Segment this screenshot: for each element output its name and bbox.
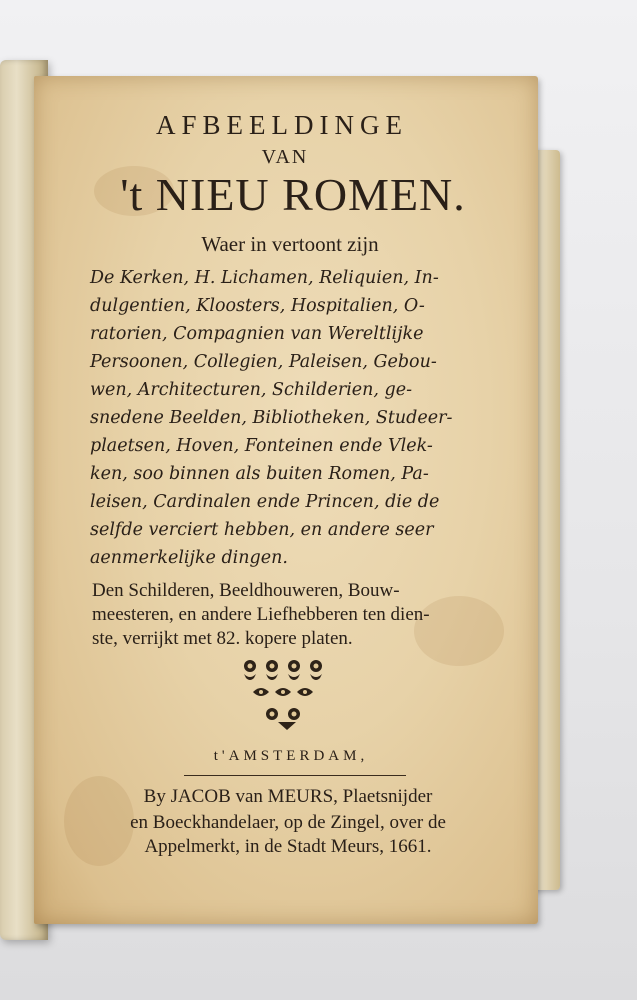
dedication-line: meesteren, en andere Liefhebberen ten dien- bbox=[92, 604, 430, 625]
description-line: selfde verciert hebben, en andere seer bbox=[90, 520, 434, 540]
dedication-line: Den Schilderen, Beeldhouweren, Bouw- bbox=[92, 580, 400, 601]
title-line-afbeeldinge: AFBEELDINGE bbox=[156, 110, 408, 140]
description-line: dulgentien, Kloosters, Hospitalien, O- bbox=[90, 296, 425, 316]
title-line-van: VAN bbox=[261, 146, 309, 168]
dedication-line: ste, verrijkt met 82. kopere platen. bbox=[92, 628, 353, 649]
imprint-rule bbox=[184, 775, 406, 776]
description-line: Persoonen, Collegien, Paleisen, Gebou- bbox=[90, 352, 437, 372]
description-line: ratorien, Compagnien van Wereltlijke bbox=[90, 324, 424, 344]
title-line-nieu-romen: 't NIEU ROMEN. bbox=[120, 169, 466, 220]
description-line: wen, Architecturen, Schilderien, ge- bbox=[90, 380, 413, 400]
imprint-line: By JACOB van MEURS, Plaetsnijder bbox=[143, 786, 433, 807]
imprint-city: t'AMSTERDAM, bbox=[213, 748, 369, 764]
imprint-line: Appelmerkt, in de Stadt Meurs, 1661. bbox=[144, 836, 432, 857]
subtitle: Waer in vertoont zijn bbox=[201, 232, 379, 256]
description-line: ken, soo binnen als buiten Romen, Pa- bbox=[90, 464, 429, 484]
printer-fleuron-ornament bbox=[232, 652, 342, 732]
description-line: leisen, Cardinalen ende Princen, die de bbox=[90, 492, 440, 512]
description-line: plaetsen, Hoven, Fonteinen ende Vlek- bbox=[90, 436, 433, 456]
description-line: De Kerken, H. Lichamen, Reliquien, In- bbox=[90, 268, 439, 288]
imprint-line: en Boeckhandelaer, op de Zingel, over de bbox=[130, 812, 446, 833]
description-line: snedene Beelden, Bibliotheken, Studeer- bbox=[90, 408, 453, 428]
description-line: aenmerkelijke dingen. bbox=[90, 548, 288, 568]
